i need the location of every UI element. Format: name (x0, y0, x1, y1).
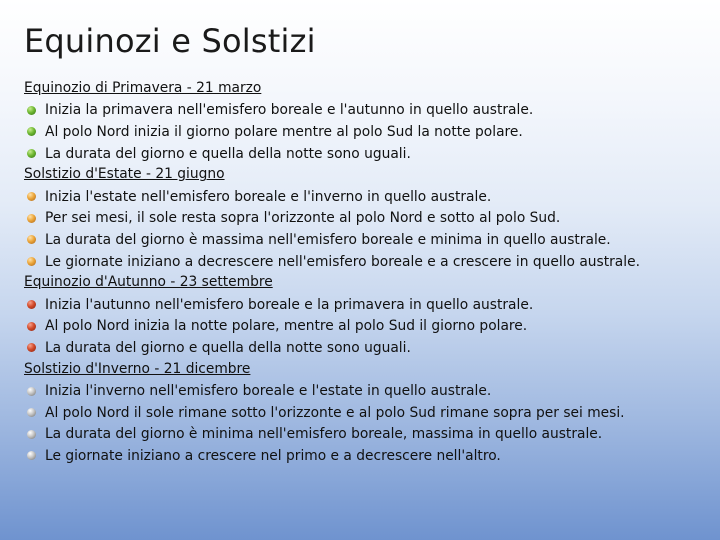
grey-bullet-icon (27, 408, 36, 417)
green-bullet-icon (27, 149, 36, 158)
list-item (24, 380, 704, 402)
slide-content (24, 78, 704, 467)
list-item-text: Inizia l'autunno nell'emisfero boreale e la primavera in quello australe. (45, 296, 534, 313)
list-item (24, 294, 704, 316)
list-item-text: La durata del giorno e quella della notte sono uguali. (45, 145, 411, 162)
section-primavera (24, 78, 704, 164)
orange-bullet-icon (27, 235, 36, 244)
section-heading: Equinozio di Primavera - 21 marzo (24, 80, 262, 96)
list-item-text: La durata del giorno è minima nell'emisfero boreale, massima in quello australe. (45, 426, 603, 443)
list-item-text: Al polo Nord inizia il giorno polare mentre al polo Sud la notte polare. (45, 123, 523, 140)
grey-bullet-icon (27, 387, 36, 396)
list-item (24, 208, 704, 230)
list-item (24, 186, 704, 208)
slide-title: Equinozi e Solstizi (24, 22, 316, 60)
grey-bullet-icon (27, 430, 36, 439)
red-bullet-icon (27, 300, 36, 309)
list-item-text: Al polo Nord il sole rimane sotto l'orizzonte e al polo Sud rimane sopra per sei mesi. (45, 404, 625, 421)
list-item (24, 100, 704, 122)
red-bullet-icon (27, 322, 36, 331)
list-item (24, 121, 704, 143)
list-item (24, 445, 704, 467)
section-inverno (24, 359, 704, 467)
section-heading: Solstizio d'Inverno - 21 dicembre (24, 360, 251, 377)
list-item (24, 424, 704, 446)
list-item (24, 337, 704, 359)
list-item-text: Inizia l'inverno nell'emisfero boreale e l'estate in quello australe. (45, 383, 492, 400)
red-bullet-icon (27, 343, 36, 352)
section-estate (24, 164, 704, 272)
list-item (24, 251, 704, 273)
list-item-text: La durata del giorno e quella della notte sono uguali. (45, 339, 411, 356)
section-heading: Equinozio d'Autunno - 23 settembre (24, 274, 273, 291)
section-autunno (24, 272, 704, 358)
orange-bullet-icon (27, 214, 36, 223)
green-bullet-icon (27, 106, 36, 115)
green-bullet-icon (27, 127, 36, 136)
section-heading: Solstizio d'Estate - 21 giugno (24, 166, 225, 183)
list-item (24, 316, 704, 338)
list-item (24, 143, 704, 165)
list-item-text: La durata del giorno è massima nell'emisfero boreale e minima in quello australe. (45, 231, 611, 248)
list-item-text: Inizia la primavera nell'emisfero boreale e l'autunno in quello australe. (45, 102, 534, 119)
list-item-text: Inizia l'estate nell'emisfero boreale e l'inverno in quello australe. (45, 188, 492, 205)
grey-bullet-icon (27, 451, 36, 460)
list-item-text: Le giornate iniziano a decrescere nell'emisfero boreale e a crescere in quello australe. (45, 253, 640, 270)
list-item-text: Per sei mesi, il sole resta sopra l'orizzonte al polo Nord e sotto al polo Sud. (45, 210, 561, 227)
list-item-text: Al polo Nord inizia la notte polare, mentre al polo Sud il giorno polare. (45, 318, 528, 335)
orange-bullet-icon (27, 192, 36, 201)
list-item (24, 229, 704, 251)
orange-bullet-icon (27, 257, 36, 266)
list-item (24, 402, 704, 424)
list-item-text: Le giornate iniziano a crescere nel primo e a decrescere nell'altro. (45, 447, 501, 464)
